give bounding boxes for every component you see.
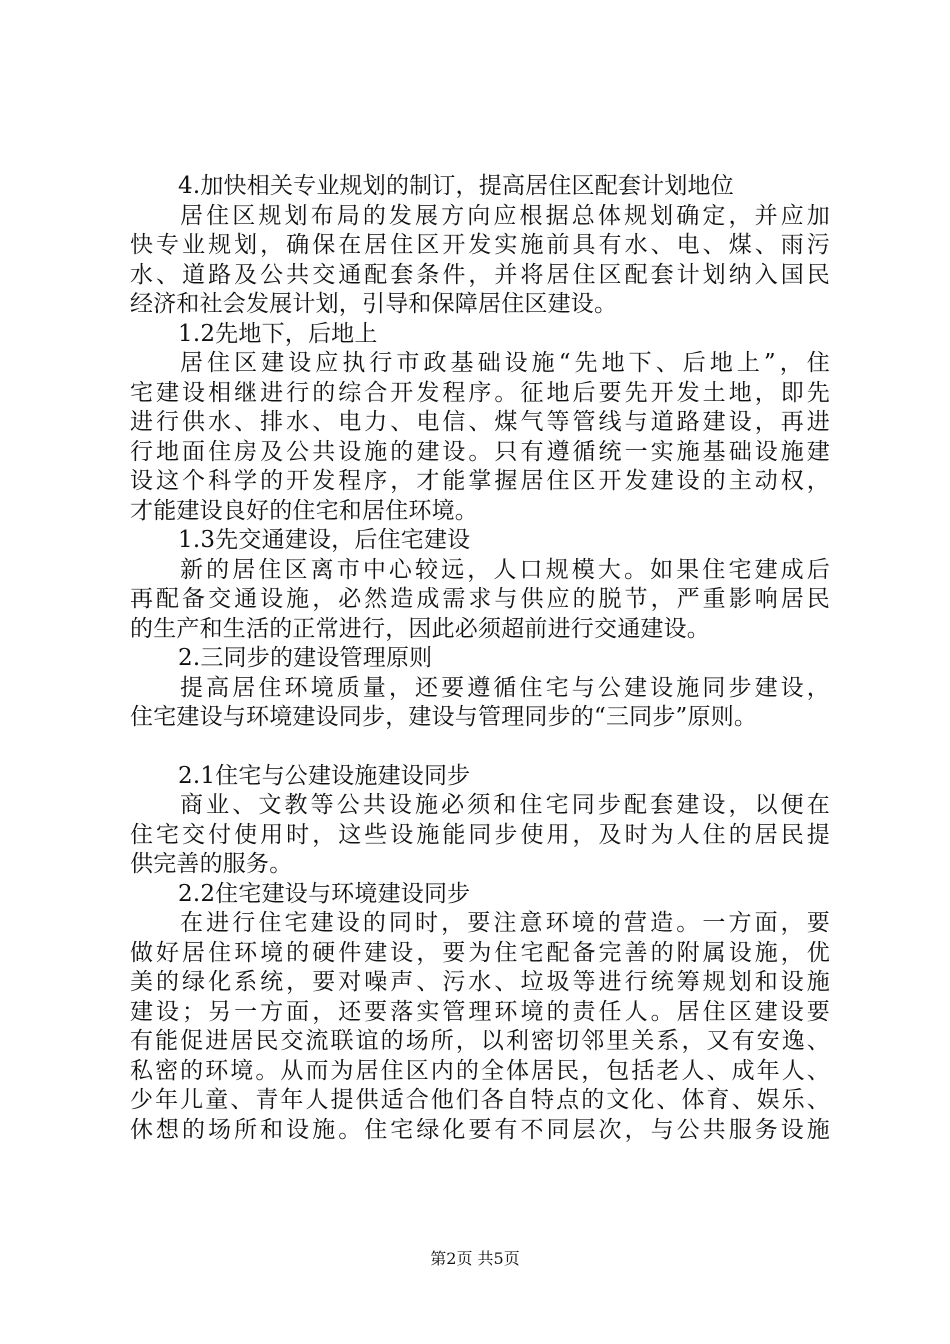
paragraph-line: 私密的环境。从而为居住区内的全体居民，包括老人、成年人、 <box>130 1057 830 1084</box>
page-number-footer: 第2页 共5页 <box>430 1249 520 1268</box>
paragraph-line: 住宅建设与环境建设同步，建设与管理同步的“三同步”原则。 <box>130 704 758 730</box>
blank-line <box>130 733 830 762</box>
document-body <box>130 172 830 1145</box>
paragraph-line: 做好居住环境的硬件建设，要为住宅配备完善的附属设施，优 <box>130 939 830 966</box>
paragraph-line: 的生产和生活的正常进行，因此必须超前进行交通建设。 <box>130 615 710 642</box>
section-heading-2: 2.三同步的建设管理原则 <box>178 645 433 671</box>
paragraph-line: 居住区建设应执行市政基础设施“先地下、后地上”，住 <box>180 350 830 376</box>
paragraph-line: 进行供水、排水、电力、电信、煤气等管线与道路建设，再进 <box>130 409 830 435</box>
paragraph-line: 在进行住宅建设的同时，要注意环境的营造。一方面，要 <box>180 910 830 936</box>
paragraph-line: 提高居住环境质量，还要遵循住宅与公建设施同步建设， <box>180 674 830 701</box>
paragraph-line: 少年儿童、青年人提供适合他们各自特点的文化、体育、娱乐、 <box>130 1087 830 1113</box>
paragraph-line: 行地面住房及公共设施的建设。只有遵循统一实施基础设施建 <box>130 438 830 465</box>
paragraph-line: 设这个科学的开发程序，才能掌握居住区开发建设的主动权， <box>130 468 830 494</box>
section-heading-1-3: 1.3先交通建设，后住宅建设 <box>178 527 471 553</box>
paragraph-planning <box>130 202 830 320</box>
paragraph-environment <box>130 909 830 1145</box>
paragraph-line: 住宅交付使用时，这些设施能同步使用，及时为人住的居民提 <box>130 821 830 848</box>
paragraph-line: 休想的场所和设施。住宅绿化要有不同层次，与公共服务设施 <box>130 1116 830 1143</box>
paragraph-line: 有能促进居民交流联谊的场所，以利密切邻里关系，又有安逸、 <box>130 1028 830 1054</box>
paragraph-line: 经济和社会发展计划，引导和保障居住区建设。 <box>130 291 618 317</box>
paragraph-line: 宅建设相继进行的综合开发程序。征地后要先开发土地，即先 <box>130 379 830 406</box>
paragraph-line: 商业、文教等公共设施必须和住宅同步配套建设，以便在 <box>180 792 830 818</box>
section-heading-1-2: 1.2先地下，后地上 <box>178 320 378 347</box>
paragraph-line: 美的绿化系统，要对噪声、污水、垃圾等进行统筹规划和设施 <box>130 969 830 995</box>
section-heading-2-2: 2.2住宅建设与环境建设同步 <box>178 880 471 907</box>
paragraph-line: 供完善的服务。 <box>130 851 293 877</box>
paragraph-line: 才能建设良好的住宅和居住环境。 <box>130 497 478 524</box>
section-heading-2-1: 2.1住宅与公建设施建设同步 <box>178 762 471 789</box>
paragraph-traffic-first <box>130 556 830 645</box>
paragraph-line: 快专业规划，确保在居住区开发实施前具有水、电、煤、雨污 <box>130 232 830 258</box>
paragraph-line: 水、道路及公共交通配套条件，并将居住区配套计划纳入国民 <box>130 261 830 288</box>
section-heading-4: 4.加快相关专业规划的制订，提高居住区配套计划地位 <box>178 173 734 199</box>
paragraph-line: 新的居住区离市中心较远，人口规模大。如果住宅建成后 <box>180 556 830 583</box>
paragraph-public-facilities <box>130 791 830 880</box>
paragraph-three-sync <box>130 674 830 733</box>
paragraph-line: 居住区规划布局的发展方向应根据总体规划确定，并应加 <box>180 202 830 229</box>
paragraph-underground-first <box>130 349 830 526</box>
paragraph-line: 再配备交通设施，必然造成需求与供应的脱节，严重影响居民 <box>130 586 830 612</box>
paragraph-line: 建设；另一方面，还要落实管理环境的责任人。居住区建设要 <box>130 998 830 1025</box>
